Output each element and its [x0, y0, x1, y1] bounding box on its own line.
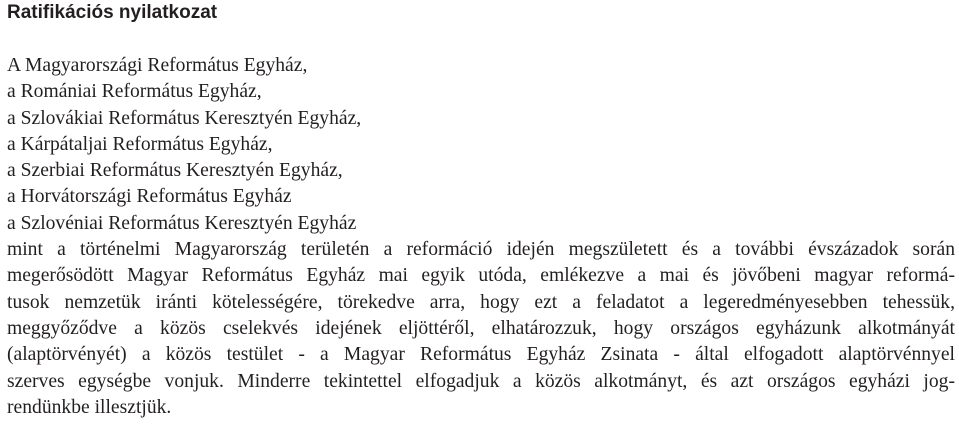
church-line: a Szerbiai Református Keresztyén Egyház, [7, 160, 343, 182]
paragraph-line: tusok nemzetük iránti kötelességére, törekedve arra, hogy ezt a feladatot a legeredményesebben tehessük, [7, 291, 955, 313]
paragraph-line: mint a történelmi Magyarország területén a reformáció idején megszületett és a további évszázadok során [7, 239, 955, 261]
declaration-body [7, 53, 955, 421]
church-line: A Magyarországi Református Egyház, [7, 55, 308, 76]
church-line: a Szlovákiai Református Keresztyén Egyház, [7, 107, 362, 129]
ratification-document [7, 0, 955, 421]
church-line: a Horvátországi Református Egyház [7, 186, 292, 208]
paragraph-line: meggyőződve a közös cselekvés idejének eljöttéről, elhatározzuk, hogy országos egyházunk alkotmányát [7, 317, 955, 339]
paragraph-line: (alaptörvényét) a közös testület - a Magyar Református Egyház Zsinata - által elfogadott alaptörvénnyel [7, 344, 955, 366]
paragraph-line-last: rendünkbe illesztjük. [7, 396, 172, 418]
church-line: a Romániai Református Egyház, [7, 81, 262, 103]
church-line: a Kárpátaljai Református Egyház, [7, 133, 273, 155]
paragraph-line: szerves egységbe vonjuk. Minderre tekintettel elfogadjuk a közös alkotmányt, és azt országos egyházi jog- [7, 370, 955, 392]
church-line: a Szlovéniai Református Keresztyén Egyház [7, 212, 357, 234]
document-title: Ratifikációs nyilatkozat [7, 2, 218, 23]
paragraph-line: megerősödött Magyar Református Egyház mai egyik utóda, emlékezve a mai és jövőbeni magyar reformá- [7, 265, 955, 287]
